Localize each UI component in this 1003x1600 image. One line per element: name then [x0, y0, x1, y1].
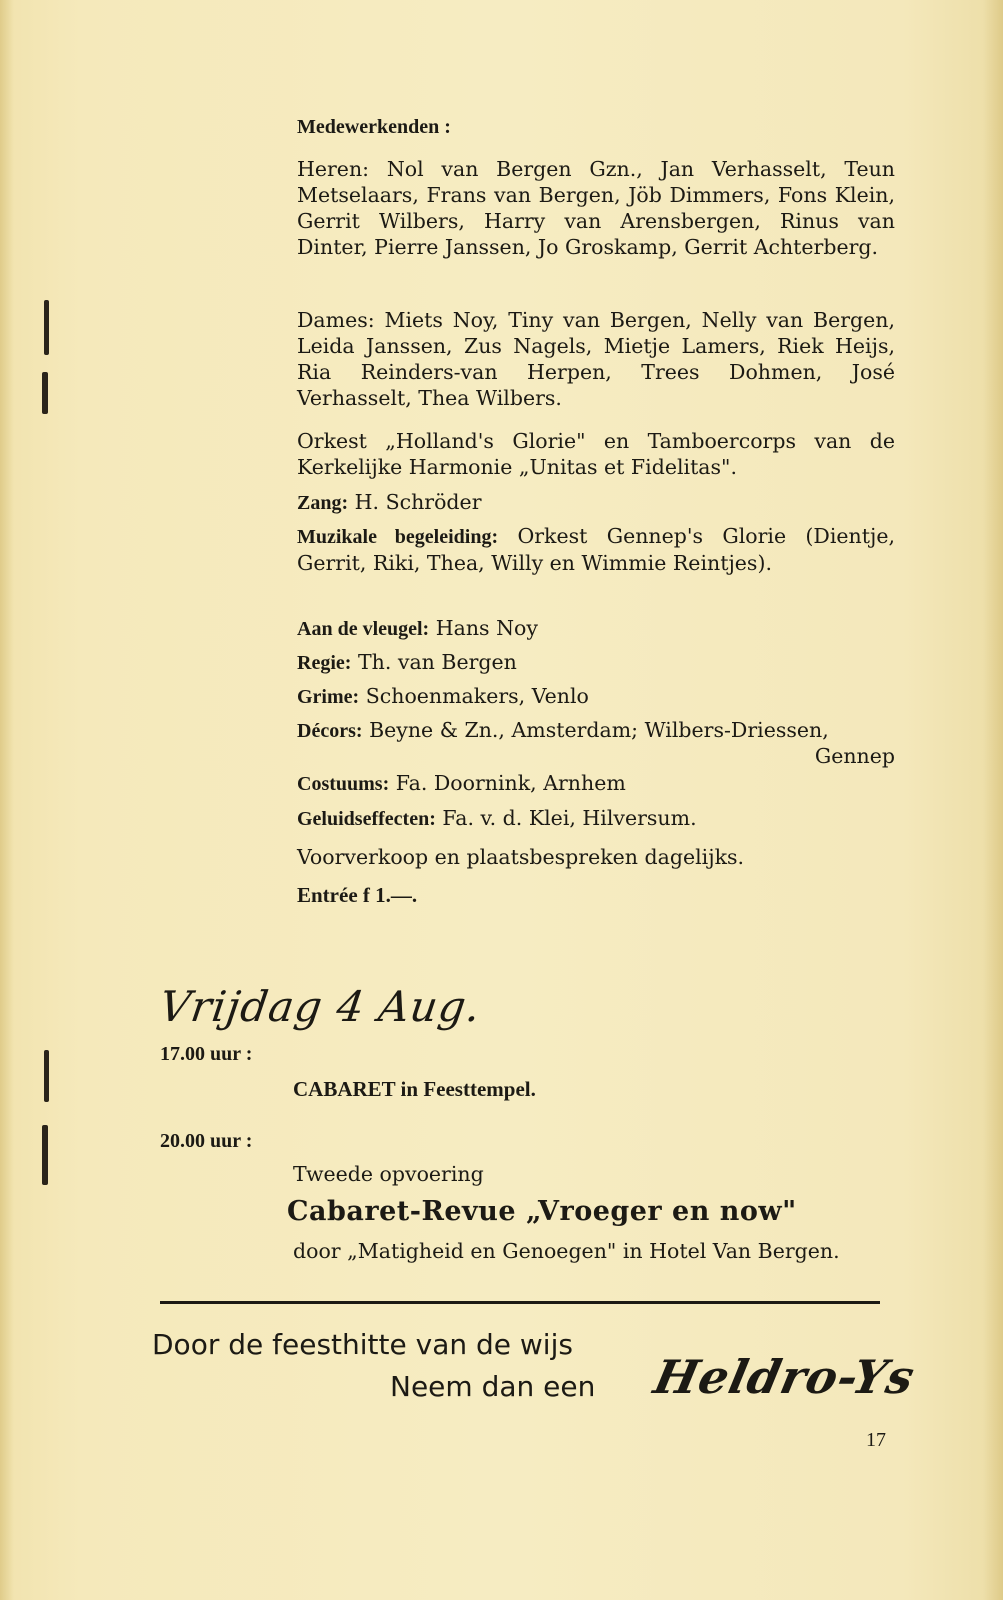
muziek-paragraph — [297, 523, 895, 576]
regie-text: Th. van Bergen — [357, 650, 517, 674]
vleugel-text: Hans Noy — [435, 616, 538, 640]
event-2-title: Cabaret-Revue „Vroeger en now" — [287, 1196, 797, 1227]
regie-label: Regie: — [297, 652, 352, 674]
zang-line — [297, 489, 895, 516]
heren-label: Heren: — [297, 157, 370, 181]
decors-line — [297, 717, 895, 744]
heren-text: Nol van Bergen Gzn., Jan Verhasselt, Teun Metselaars, Frans van Bergen, Jöb Dimmers, Fons Klein, Gerrit Wilbers, Harry van Arensbergen, Rinus van Dinter, Pierre Janssen, Jo Groskamp, Gerrit Achterberg. — [297, 157, 895, 259]
event-2-intro: Tweede opvoering — [293, 1162, 484, 1186]
geluid-text: Fa. v. d. Klei, Hilversum. — [442, 806, 697, 830]
zang-text: H. Schröder — [354, 490, 482, 514]
dames-label: Dames: — [297, 308, 375, 332]
muziek-text: Orkest Gennep's Glorie (Dientje, Gerrit, Riki, Thea, Willy en Wimmie Reintjes). — [297, 524, 895, 575]
heren-paragraph — [297, 156, 895, 260]
brand-logo: Heldro-Ys — [649, 1350, 920, 1404]
binding-mark — [44, 300, 49, 355]
binding-mark — [42, 372, 48, 414]
page-edge-right — [983, 0, 1003, 1600]
binding-mark — [42, 1125, 48, 1185]
orkest-paragraph: Orkest „Holland's Glorie" en Tamboercorps van de Kerkelijke Harmonie „Unitas et Fidelitas". — [297, 429, 895, 479]
binding-mark — [44, 1050, 49, 1102]
voorverkoop-line: Voorverkoop en plaatsbespreken dagelijks. — [297, 845, 745, 869]
grime-text: Schoenmakers, Venlo — [365, 684, 589, 708]
ad-line-1: Door de feesthitte van de wijs — [152, 1328, 573, 1361]
decors-label: Décors: — [297, 720, 363, 742]
vleugel-line — [297, 615, 895, 642]
decors-text: Beyne & Zn., Amsterdam; Wilbers-Driessen, — [369, 718, 829, 742]
costuums-label: Costuums: — [297, 773, 390, 795]
costuums-text: Fa. Doornink, Arnhem — [395, 771, 626, 795]
geluid-line — [297, 805, 895, 832]
costuums-line — [297, 770, 895, 797]
page-edge-left — [0, 0, 14, 1600]
entree-line: Entrée f 1.—. — [297, 883, 418, 907]
dames-paragraph — [297, 307, 895, 411]
divider — [160, 1301, 880, 1304]
page-number: 17 — [866, 1429, 886, 1451]
time-slot-1: 17.00 uur : — [160, 1043, 253, 1065]
muziek-label: Muzikale begeleiding: — [297, 526, 499, 548]
decors-line-2: Gennep — [814, 744, 895, 768]
event-2-by: door „Matigheid en Genoegen" in Hotel Van Bergen. — [293, 1239, 840, 1263]
day-heading: Vrijdag 4 Aug. — [156, 982, 485, 1031]
grime-line — [297, 683, 895, 710]
event-1: CABARET in Feesttempel. — [293, 1077, 536, 1101]
vleugel-label: Aan de vleugel: — [297, 618, 430, 640]
ad-line-2: Neem dan een — [390, 1370, 596, 1403]
zang-label: Zang: — [297, 492, 349, 514]
regie-line — [297, 649, 895, 676]
grime-label: Grime: — [297, 686, 360, 708]
time-slot-2: 20.00 uur : — [160, 1130, 253, 1152]
dames-text: Miets Noy, Tiny van Bergen, Nelly van Bergen, Leida Janssen, Zus Nagels, Mietje Lamers, Riek Heijs, Ria Reinders-van Herpen, Trees Dohmen, José Verhasselt, Thea Wilbers. — [297, 308, 895, 410]
credits-heading: Medewerkenden : — [297, 116, 451, 138]
geluid-label: Geluidseffecten: — [297, 808, 436, 830]
